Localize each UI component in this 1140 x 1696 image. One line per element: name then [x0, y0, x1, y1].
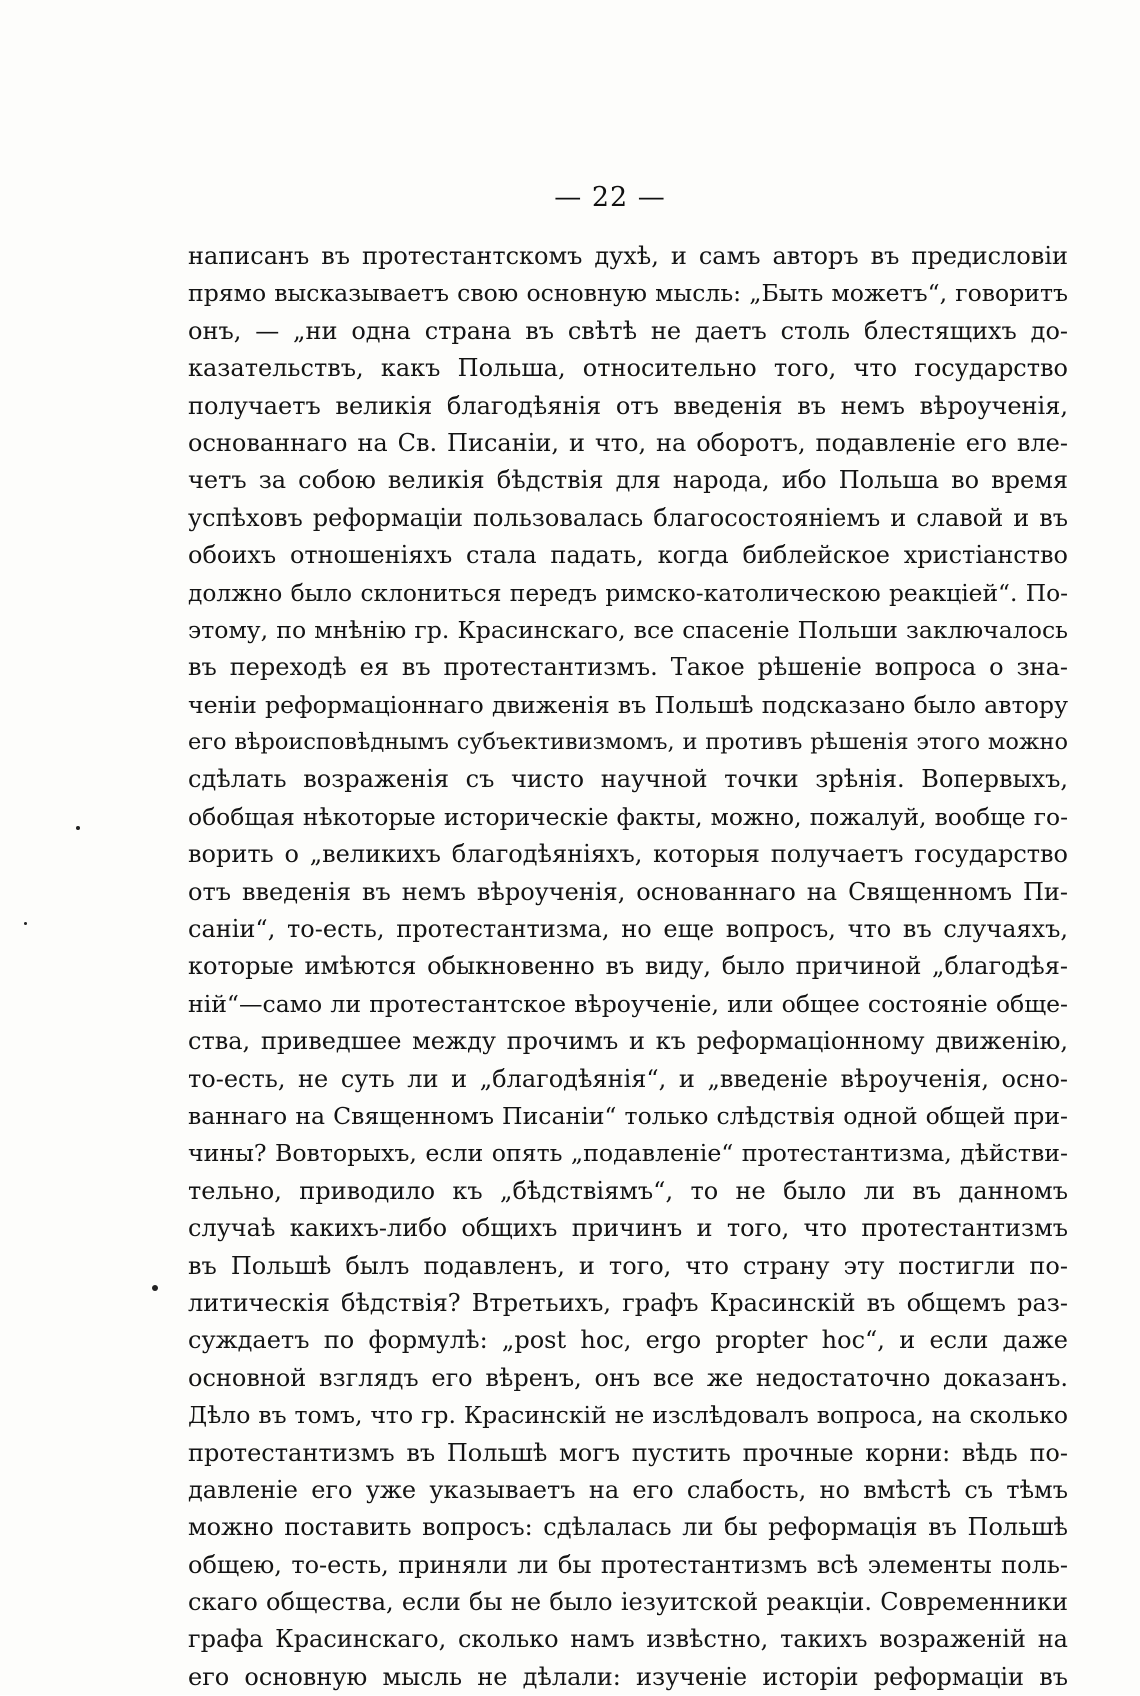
text-line: Дѣло въ томъ, что гр. Красинскій не изслѣдовалъ вопроса, на сколько [188, 1401, 1068, 1430]
text-line: случаѣ какихъ-либо общихъ причинъ и того, что протестантизмъ [188, 1214, 1068, 1243]
text-line: въ Польшѣ былъ подавленъ, и того, что страну эту постигли по- [188, 1251, 1068, 1280]
text-line: ченіи реформаціоннаго движенія въ Польшѣ подсказано было автору [188, 690, 1068, 719]
text-line: которые имѣются обыкновенно въ виду, было причиной „благодѣя- [188, 952, 1068, 981]
page-number: — 22 — [554, 182, 666, 213]
text-line: ваннаго на Священномъ Писаніи“ только слѣдствія одной общей при- [188, 1101, 1068, 1130]
margin-speck [76, 826, 80, 830]
text-line: получаетъ великія благодѣянія отъ введенія въ немъ вѣроученія, [188, 391, 1068, 420]
text-line: саніи“, то-есть, протестантизма, но еще вопросъ, что въ случаяхъ, [188, 915, 1068, 944]
text-line: литическія бѣдствія? Втретьихъ, графъ Красинскій въ общемъ раз- [188, 1288, 1068, 1317]
text-line: тельно, приводило къ „бѣдствіямъ“, то не было ли въ данномъ [188, 1176, 1068, 1205]
text-line: успѣховъ реформаціи пользовалась благосостояніемъ и славой и въ [188, 503, 1068, 532]
text-line: можно поставить вопросъ: сдѣлалась ли бы реформація въ Польшѣ [188, 1513, 1068, 1542]
text-line: ства, приведшее между прочимъ и къ реформаціонному движенію, [188, 1027, 1068, 1056]
body-text [188, 238, 1068, 1696]
text-line: чины? Вовторыхъ, если опять „подавленіе“ протестантизма, дѣйстви- [188, 1139, 1068, 1168]
margin-speck [24, 922, 27, 925]
text-line: общею, то-есть, приняли ли бы протестантизмъ всѣ элементы поль- [188, 1550, 1068, 1579]
text-line: скаго общества, если бы не было іезуитской реакціи. Современники [188, 1588, 1068, 1617]
text-line: основной взглядъ его вѣренъ, онъ все же недостаточно доказанъ. [188, 1363, 1068, 1392]
text-line: должно было склониться передъ римско-католическою реакціей“. По- [188, 578, 1068, 607]
text-line: онъ, — „ни одна страна въ свѣтѣ не даетъ столь блестящихъ до- [188, 316, 1068, 345]
text-line: суждаетъ по формулѣ: „post hoc, ergo propter hoc“, и если даже [188, 1326, 1068, 1355]
text-line: протестантизмъ въ Польшѣ могъ пустить прочные корни: вѣдь по- [188, 1438, 1068, 1467]
text-line: отъ введенія въ немъ вѣроученія, основаннаго на Священномъ Пи- [188, 877, 1068, 906]
text-line: ворить о „великихъ благодѣяніяхъ, которыя получаетъ государство [188, 840, 1068, 869]
text-line: давленіе его уже указываетъ на его слабость, но вмѣстѣ съ тѣмъ [188, 1475, 1068, 1504]
text-line: сдѣлать возраженія съ чисто научной точки зрѣнія. Вопервыхъ, [188, 765, 1068, 794]
text-line: ній“—само ли протестантское вѣроученіе, или общее состояніе обще- [188, 989, 1068, 1018]
text-line: прямо высказываетъ свою основную мысль: „Быть можетъ“, говоритъ [188, 279, 1068, 308]
text-line: въ переходѣ ея въ протестантизмъ. Такое рѣшеніе вопроса о зна- [188, 653, 1068, 682]
text-line: этому, по мнѣнію гр. Красинскаго, все спасеніе Польши заключалось [188, 615, 1068, 644]
text-line: его основную мысль не дѣлали: изученіе исторіи реформаціи въ [188, 1662, 1068, 1691]
text-line: написанъ въ протестантскомъ духѣ, и самъ авторъ въ предисловіи [188, 242, 1068, 270]
text-line: основаннаго на Св. Писаніи, и что, на оборотъ, подавленіе его вле- [188, 428, 1068, 457]
text-line: графа Красинскаго, сколько намъ извѣстно, такихъ возраженій на [188, 1625, 1068, 1654]
text-line: четъ за собою великія бѣдствія для народа, ибо Польша во время [188, 466, 1068, 495]
text-line: то-есть, не суть ли и „благодѣянія“, и „введеніе вѣроученія, осно- [188, 1064, 1068, 1093]
text-line: обоихъ отношеніяхъ стала падать, когда библейское христіанство [188, 541, 1068, 570]
margin-speck [152, 1285, 158, 1291]
text-line: казательствъ, какъ Польша, относительно того, что государство [188, 354, 1068, 383]
text-line: обобщая нѣкоторые историческіе факты, можно, пожалуй, вообще го- [188, 802, 1068, 831]
text-line: его вѣроисповѣднымъ субъективизмомъ, и противъ рѣшенія этого можно [188, 729, 1068, 756]
